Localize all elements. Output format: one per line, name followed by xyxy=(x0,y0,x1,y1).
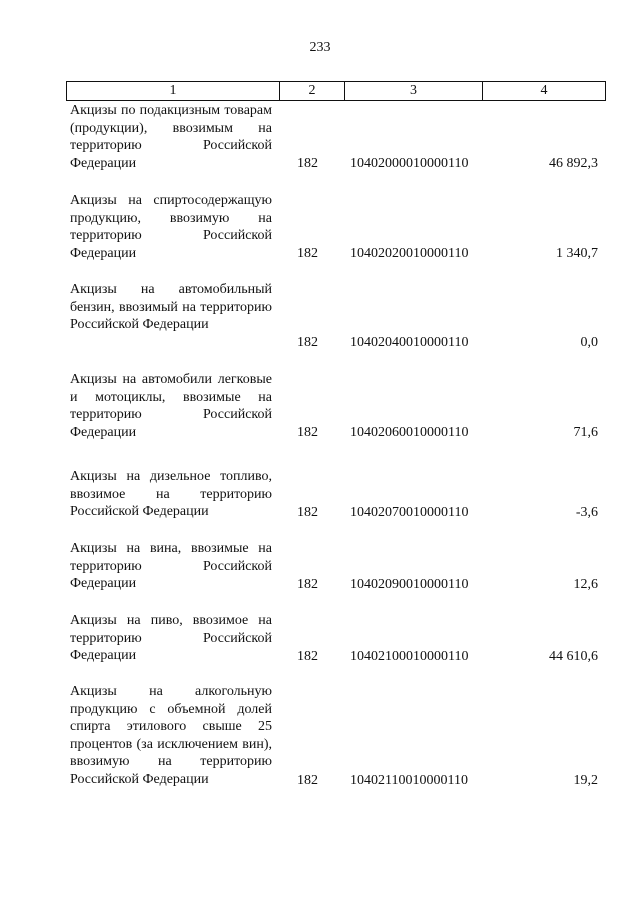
row-name: Акцизы на пиво, ввозимое на территорию Российской Федерации xyxy=(70,613,272,663)
page-number: 233 xyxy=(309,40,331,55)
row-code: 182 xyxy=(297,576,318,592)
row-kbk: 10402060010000110 xyxy=(350,424,469,440)
table-row xyxy=(0,371,640,441)
table-row xyxy=(0,540,640,593)
row-amount: 46 892,3 xyxy=(549,155,598,171)
header-col-2: 2 xyxy=(280,82,345,100)
header-col-4: 4 xyxy=(540,83,548,98)
row-name: Акцизы по подакцизным товарам (продукции), ввозимым на территорию Российской Федерации xyxy=(70,103,272,171)
row-name: Акцизы на дизельное топливо, ввозимое на территорию Российской Федерации xyxy=(70,469,272,519)
row-kbk: 10402100010000110 xyxy=(350,648,469,664)
row-amount: -3,6 xyxy=(575,504,598,520)
row-amount: 19,2 xyxy=(573,772,598,788)
row-amount: 71,6 xyxy=(573,424,598,440)
table-row xyxy=(0,468,640,521)
row-name: Акцизы на автомобильный бензин, ввозимый на территорию Российской Федерации xyxy=(70,282,272,332)
row-amount: 44 610,6 xyxy=(549,648,598,664)
row-code: 182 xyxy=(297,155,318,171)
table-header xyxy=(66,81,606,101)
row-name: Акцизы на спиртосодержащую продукцию, ввозимую на территорию Российской Федерации xyxy=(70,193,272,261)
table-row xyxy=(0,102,640,172)
row-code: 182 xyxy=(297,504,318,520)
row-code: 182 xyxy=(297,648,318,664)
table-row xyxy=(0,683,640,789)
header-col-3: 3 xyxy=(345,82,483,100)
row-kbk: 10402090010000110 xyxy=(350,576,469,592)
row-kbk: 10402110010000110 xyxy=(350,772,468,788)
row-amount: 0,0 xyxy=(580,334,598,350)
row-code: 182 xyxy=(297,424,318,440)
header-col-1: 1 xyxy=(67,82,280,100)
row-kbk: 10402000010000110 xyxy=(350,155,469,171)
row-kbk: 10402020010000110 xyxy=(350,245,469,261)
row-amount: 12,6 xyxy=(573,576,598,592)
row-name: Акцизы на автомобили легковые и мотоциклы, ввозимые на территорию Российской Федерации xyxy=(70,372,272,440)
table-row xyxy=(0,612,640,665)
row-kbk: 10402040010000110 xyxy=(350,334,469,350)
table-row xyxy=(0,192,640,262)
row-code: 182 xyxy=(297,245,318,261)
row-amount: 1 340,7 xyxy=(556,245,598,261)
row-code: 182 xyxy=(297,772,318,788)
row-name: Акцизы на алкогольную продукцию с объемной долей спирта этилового свыше 25 процентов (за исключением вин), ввозимую на территорию Российской Федерации xyxy=(70,684,272,787)
row-code: 182 xyxy=(297,334,318,350)
row-name: Акцизы на вина, ввозимые на территорию Российской Федерации xyxy=(70,541,272,591)
row-kbk: 10402070010000110 xyxy=(350,504,469,520)
table-row xyxy=(0,281,640,351)
